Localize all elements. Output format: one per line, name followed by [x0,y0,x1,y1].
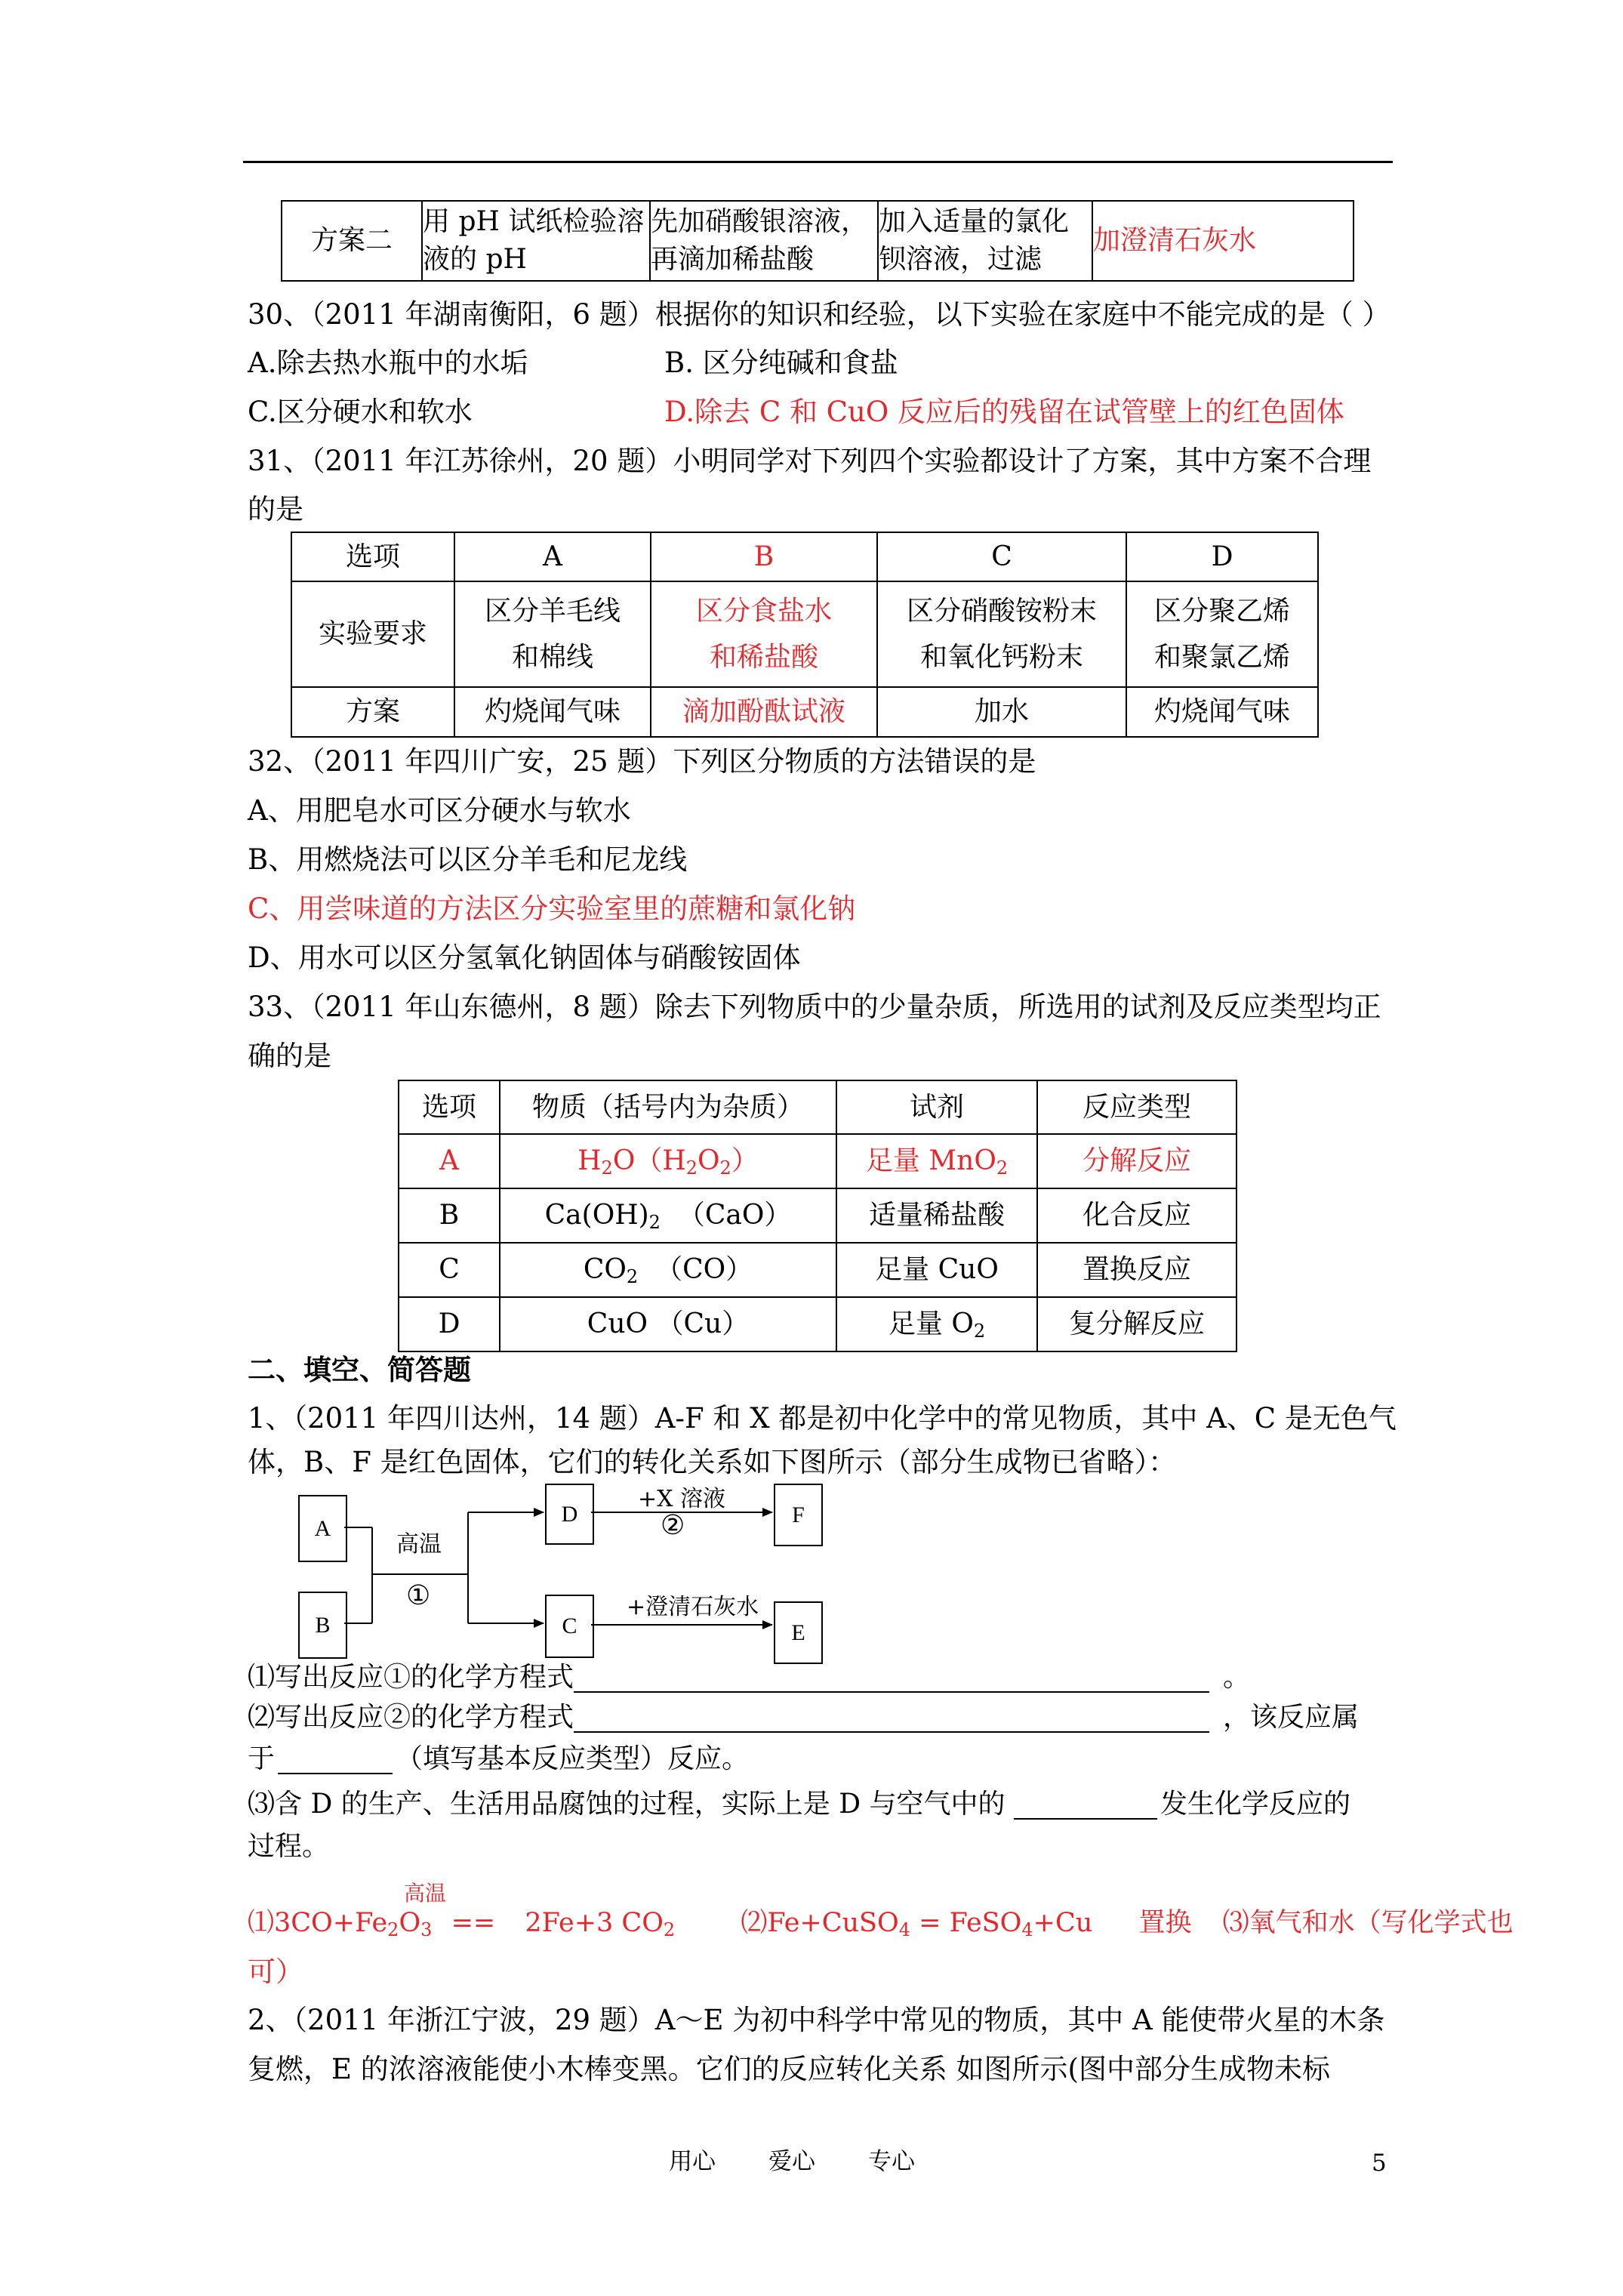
q33-cell: 化合反应 [1037,1188,1236,1243]
reaction-1-mark: ① [406,1580,431,1611]
q31-cell: 灼烧闻气味 [1126,687,1318,737]
q33-header-cell: 物质（括号内为杂质） [500,1080,836,1134]
q30-option-c: C.区分硬水和软水 [248,396,473,428]
p1-line-3 [248,1743,750,1774]
condition-limewater: +澄清石灰水 [627,1594,759,1620]
q31-cell: 区分聚乙烯 和聚氯乙烯 [1126,581,1318,687]
q33-cell: $H_2O(H_2O_2)$ [500,1134,836,1188]
p1-stem: 1、（2011 年四川达州，14 题）A-F 和 X 都是初中化学中的常见物质，其中 A、C 是无色气 [248,1402,1397,1435]
answer-line: $⑴3CO+Fe_2O_3 == 2Fe+3$ $CO_2$ ⑵Fe+CuSO$_4$ = FeSO$_4$+Cu 置换 ⑶氧气和水（写化学式也 [248,1908,1514,1940]
node-a: A [298,1495,347,1562]
q33-cell: 置换反应 [1037,1243,1236,1297]
q31-header-cell: D [1126,532,1318,581]
p1-line-2 [248,1704,1359,1733]
q33-cell: 足量 $O_2$ [836,1297,1037,1351]
p1-line-4 [248,1791,1350,1820]
q33-cell: D [399,1297,500,1351]
q31-cell: 区分硝酸铵粉末 和氧化钙粉末 [877,581,1126,687]
p1-q1-end: 。 [1223,1662,1251,1693]
q30-option-a: A.除去热水瓶中的水垢 [248,347,528,379]
p1-q3-label: ⑶含 D 的生产、生活用品腐蚀的过程，实际上是 D 与空气中的 [248,1789,1014,1820]
q33-cell: CuO （Cu） [500,1297,836,1351]
q33-cell: $CO_2$ （CO） [500,1243,836,1297]
answer-line-cont: 可） [248,1955,303,1988]
q31-cell: 灼烧闻气味 [454,687,651,737]
q31-cell: 实验要求 [291,581,454,687]
q31-cell: 加水 [877,687,1126,737]
q32-option-b: B、用燃烧法可以区分羊毛和尼龙线 [248,843,688,876]
p2-stem: 2、（2011 年浙江宁波，29 题）A～E 为初中科学中常见的物质，其中 A 能使带火星的木条 [248,2004,1385,2036]
p2-stem-cont: 复燃，E 的浓溶液能使小木棒变黑。它们的反应转化关系 如图所示(图中部分生成物未标 [248,2053,1330,2085]
top-table-cell: 加入适量的氯化 钡溶液，过滤 [878,201,1092,281]
q31-cell: 方案 [291,687,454,737]
q31-header-cell: C [877,532,1126,581]
q33-cell: $Ca(OH)_2$ （CaO） [500,1188,836,1243]
top-table-cell: 先加硝酸银溶液， 再滴加稀盐酸 [650,201,878,281]
page-number: 5 [1372,2150,1387,2177]
answer-blank-3[interactable] [278,1746,393,1774]
footer-slogan-2: 爱心 [768,2148,815,2175]
p1-q1-label: ⑴写出反应①的化学方程式 [248,1662,574,1693]
q33-header-cell: 试剂 [836,1080,1037,1134]
q31-header-cell: 选项 [291,532,454,581]
q31-stem: 31、（2011 年江苏徐州，20 题）小明同学对下列四个实验都设计了方案，其中方案不合理 [248,445,1372,477]
reaction-2-mark: ② [661,1510,685,1541]
q33-header-cell: 选项 [399,1080,500,1134]
q33-cell: 足量 MnO$_2$ [836,1134,1037,1188]
q33-cell: 适量稀盐酸 [836,1188,1037,1243]
p1-q2-end: ，该反应属 [1223,1702,1360,1733]
top-table-cell: 用 pH 试纸检验溶 液的 pH [422,201,650,281]
q31-header-cell: A [454,532,651,581]
q30-option-d: D.除去 C 和 CuO 反应后的残留在试管壁上的红色固体 [664,396,1344,428]
p1-q2-cont: 于 [248,1743,276,1774]
top-table-cell: 方案二 [282,201,422,281]
q33-cell: A [399,1134,500,1188]
q32-stem: 32、（2011 年四川广安，25 题）下列区分物质的方法错误的是 [248,745,1036,778]
answer-blank-4[interactable] [1014,1791,1157,1820]
q30-option-b: B. 区分纯碱和食盐 [664,347,898,379]
q30-stem: 30、（2011 年湖南衡阳，6 题）根据你的知识和经验，以下实验在家庭中不能完成的是（ ） [248,298,1390,331]
node-b: B [298,1592,347,1659]
answer-condition: 高温 [404,1881,447,1906]
q33-stem: 33、（2011 年山东德州，8 题）除去下列物质中的少量杂质，所选用的试剂及反应类型均正 [248,991,1381,1023]
p1-line-5: 过程。 [248,1831,330,1862]
node-f: F [774,1484,823,1546]
answer-blank-1[interactable] [574,1664,1209,1693]
q33-header-cell: 反应类型 [1037,1080,1236,1134]
q33-cell: 复分解反应 [1037,1297,1236,1351]
q33-stem-cont: 确的是 [248,1040,331,1072]
q31-cell: 区分羊毛线 和棉线 [454,581,651,687]
q31-cell: 滴加酚酞试液 [651,687,877,737]
p1-stem-cont: 体，B、F 是红色固体，它们的转化关系如下图所示（部分生成物已省略）： [248,1446,1177,1478]
q32-option-d: D、用水可以区分氢氧化钠固体与硝酸铵固体 [248,942,801,974]
q33-cell: B [399,1188,500,1243]
q31-stem-cont: 的是 [248,493,303,525]
node-c: C [545,1595,594,1658]
footer-slogan-3: 专心 [868,2148,915,2175]
flow-arrows [0,0,906,1699]
q31-cell: 区分食盐水 和稀盐酸 [651,581,877,687]
p1-q2-label: ⑵写出反应②的化学方程式 [248,1702,574,1733]
condition-x-solution: +X 溶液 [638,1486,726,1512]
p1-q2-cont-end: （填写基本反应类型）反应。 [396,1743,750,1774]
q33-cell: 足量 CuO [836,1243,1037,1297]
answer-blank-2[interactable] [574,1704,1209,1733]
footer-slogan-1: 用心 [669,2148,716,2175]
top-table-cell: 加澄清石灰水 [1092,201,1354,281]
q33-cell: 分解反应 [1037,1134,1236,1188]
q32-option-c: C、用尝味道的方法区分实验室里的蔗糖和氯化钠 [248,892,856,925]
q31-header-cell: B [651,532,877,581]
node-d: D [545,1484,594,1545]
p1-line-1 [248,1664,1250,1693]
q32-option-a: A、用肥皂水可区分硬水与软水 [248,794,631,827]
section-heading: 二、填空、简答题 [248,1353,471,1386]
q33-cell: C [399,1243,500,1297]
condition-high-temp: 高温 [396,1531,442,1558]
node-e: E [774,1601,823,1664]
p1-q3-end: 发生化学反应的 [1160,1789,1350,1820]
